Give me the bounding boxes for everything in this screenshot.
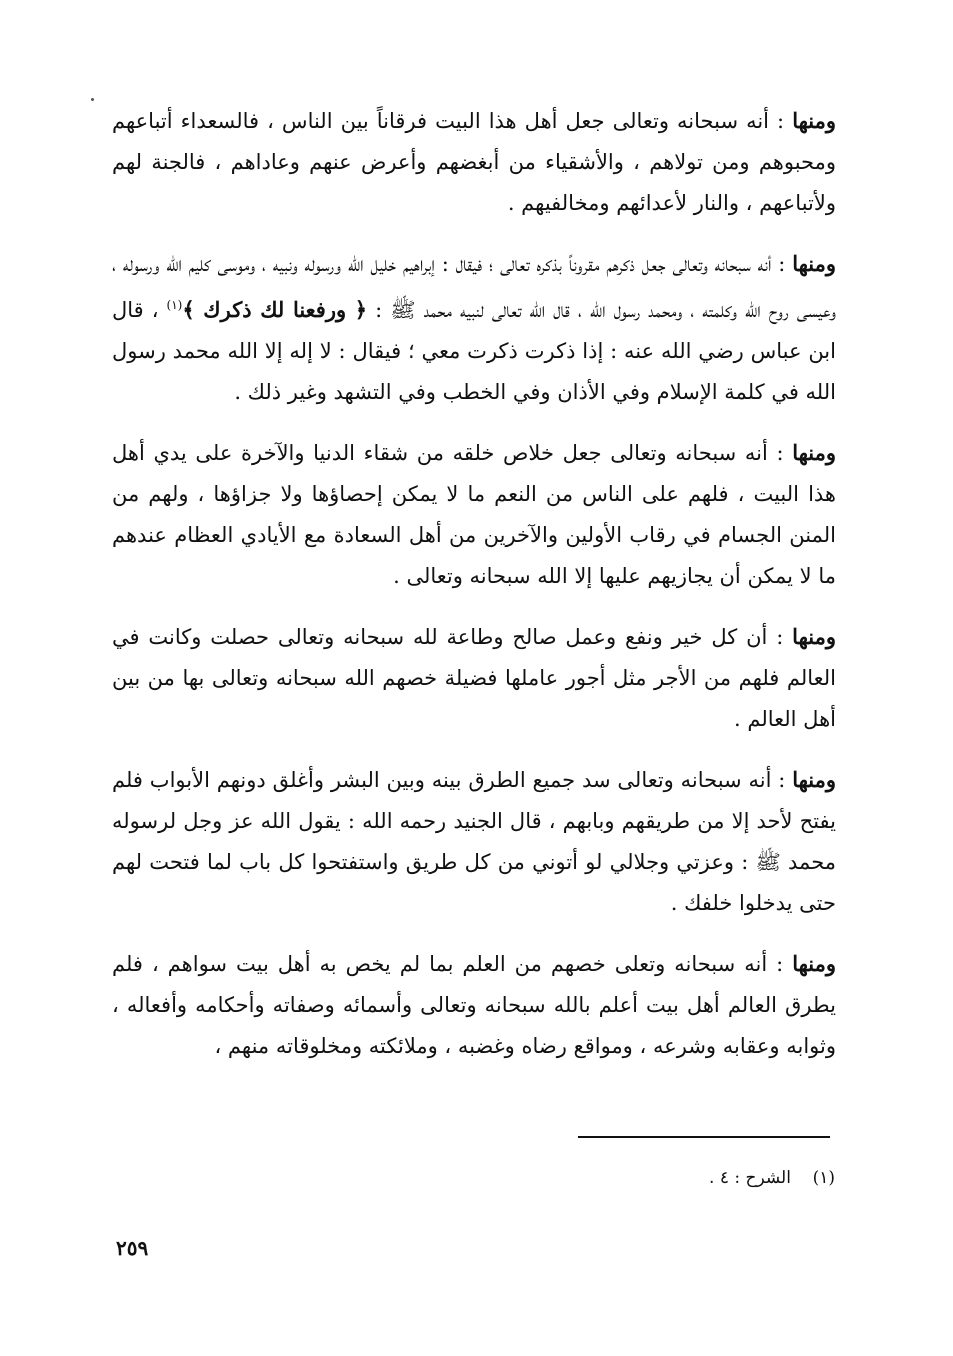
paragraph-text: : أنه سبحانه وتعالى جعل أهل هذا البيت فرقاناً بين الناس ، فالسعداء أتباعهم ومحبوهم ومن تولاهم ، والأشقياء من أبغضهم وأعرض عنهم وعاداهم ، فالجنة لهم ولأتباعهم ، والنار لأعدائهم ومخالفيهم . [112,109,836,215]
page-number: ٢٥٩ [116,1236,149,1260]
paragraph-lead: ومنها [792,767,836,792]
paragraph-text-before-quote: : أنه سبحانه وتعالى جعل ذكرهم مقروناً بذكره تعالى ؛ فيقال : إبراهيم خليل الله ورسوله ونبيه ، وموسى كليم الله ورسوله ، وعيسى روح الله وكلمته ، ومحمد رسول الله ، قال الله تعالى لنبيه محمد ﷺ : [112,252,836,322]
paragraph-text: : أنه سبحانه وتعلى خصهم من العلم بما لم يخص به أهل بيت سواهم ، فلم يطرق العالم أهل بيت أعلم بالله سبحانه وتعالى وأسمائه وصفاته وأحكامه وأفعاله ، وثوابه وعقابه وشرعه ، ومواقع رضاه وغضبه ، وملائكته ومخلوقاته منهم ، [112,952,836,1058]
paragraph-text: : أنه سبحانه وتعالى سد جميع الطرق بينه وبين البشر وأغلق دونهم الأبواب فلم يفتح لأحد إلا من طريقهم وبابهم ، قال الجنيد رحمه الله : يقول الله عز وجل لرسوله محمد ﷺ : وعزتي وجلالي لو أتوني من كل طريق واستفتحوا كل باب لما فتحت لهم حتى يدخلوا خلفك . [112,768,836,915]
footnote-reference: (١) [166,298,183,312]
paragraph-lead: ومنها [792,624,836,649]
scan-speck [91,98,94,101]
quran-quote: ﴿ ورفعنا لك ذكرك ﴾ [182,297,368,322]
paragraph-lead: ومنها [792,440,836,465]
paragraph-3 [112,432,836,597]
paragraph-lead: ومنها [792,951,836,976]
paragraph-text: : أنه سبحانه وتعالى جعل خلاص خلقه من شقاء الدنيا والآخرة على يدي أهل هذا البيت ، فلهم على الناس من النعم ما لا يمكن إحصاؤها ولا جزاؤها ، ولهم من المنن الجسام في رقاب الأولين والآخرين من أهل السعادة مع الأيادي العظام عندهم ما لا يمكن أن يجازيهم عليها إلا الله سبحانه وتعالى . [112,441,836,588]
paragraph-1 [112,100,836,224]
footnote-divider [578,1136,830,1138]
paragraph-text-after-quote: ، قال ابن عباس رضي الله عنه : إذا ذكرت ذكرت معي ؛ فيقال : لا إله إلا الله محمد رسول الله في كلمة الإسلام وفي الأذان وفي الخطب وفي التشهد وغير ذلك . [112,298,836,404]
paragraph-5 [112,759,836,924]
paragraph-lead: ومنها [792,251,836,276]
footnote-marker: (١) [812,1168,835,1188]
paragraph-text: : أن كل خير ونفع وعمل صالح وطاعة لله سبحانه وتعالى حصلت وكانت في العالم فلهم من الأجر مثل أجور عاملها فضيلة خصهم الله سبحانه وتعالى بها من بين أهل العالم . [112,625,836,731]
footnote [709,1165,835,1191]
paragraph-4 [112,616,836,740]
footnote-text: الشرح : ٤ . [709,1168,791,1188]
body-text [112,100,836,1086]
paragraph-6 [112,943,836,1067]
paragraph-lead: ومنها [792,108,836,133]
paragraph-2 [112,243,836,413]
